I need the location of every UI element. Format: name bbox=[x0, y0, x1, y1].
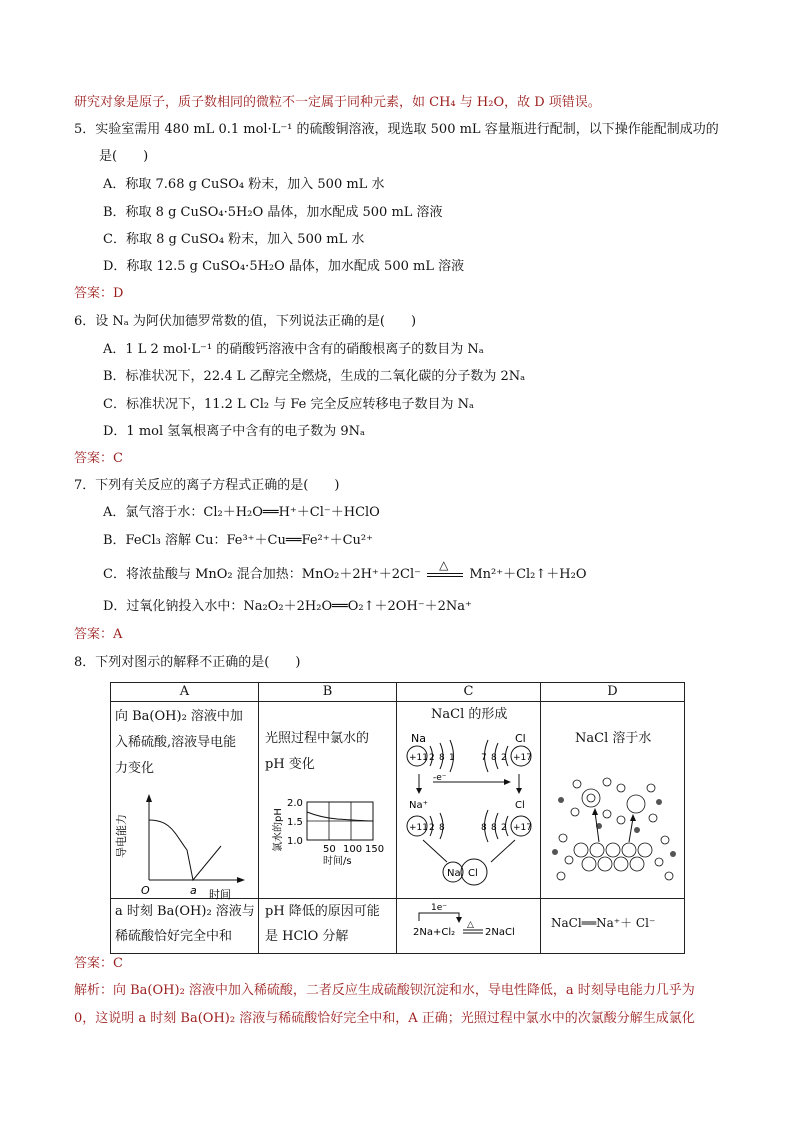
svg-text:1: 1 bbox=[449, 753, 455, 763]
svg-text:8: 8 bbox=[491, 753, 497, 763]
cell-c-title: NaCl 的形成 bbox=[431, 707, 508, 722]
equation-lhs: C．将浓盐酸与 MnO₂ 混合加热：MnO₂＋2H⁺＋2Cl⁻ bbox=[103, 567, 422, 582]
nacl-formation-diagram bbox=[397, 728, 540, 898]
electron-transfer-equation bbox=[397, 899, 540, 953]
point-label: a bbox=[190, 884, 197, 897]
cell-d-title: NaCl 溶于水 bbox=[575, 731, 652, 746]
svg-text:△: △ bbox=[467, 920, 474, 930]
question-6-option-b: B．标准状况下，22.4 L 乙醇完全燃烧，生成的二氧化碳的分子数为 2Nₐ bbox=[103, 369, 526, 384]
x-tick: 150 bbox=[365, 844, 385, 855]
cell-d-footer-text: NaCl══Na⁺＋ Cl⁻ bbox=[551, 916, 656, 930]
cell-a-text: 入稀硫酸,溶液导电能 bbox=[115, 735, 237, 750]
svg-text:2Na+Cl₂: 2Na+Cl₂ bbox=[413, 927, 456, 938]
y-tick: 1.5 bbox=[287, 817, 303, 828]
conductivity-graph bbox=[111, 782, 258, 902]
svg-text:2NaCl: 2NaCl bbox=[485, 927, 515, 938]
svg-text:Na: Na bbox=[447, 868, 461, 879]
cell-a-text: 向 Ba(OH)₂ 溶液中加 bbox=[115, 709, 243, 724]
explanation-line: 解析：向 Ba(OH)₂ 溶液中加入稀硫酸，二者反应生成硫酸钡沉淀和水，导电性降低，a 时刻导电能力几乎为 bbox=[74, 983, 695, 998]
question-7-option-d: D．过氧化钠投入水中：Na₂O₂＋2H₂O══O₂↑＋2OH⁻＋2Na⁺ bbox=[103, 599, 472, 614]
question-6-option-c: C．标准状况下，11.2 L Cl₂ 与 Fe 完全反应转移电子数目为 Nₐ bbox=[103, 397, 475, 412]
svg-text:+11: +11 bbox=[409, 753, 428, 763]
svg-text:8: 8 bbox=[439, 823, 445, 833]
svg-text:+11: +11 bbox=[409, 823, 428, 833]
question-7-option-c bbox=[103, 557, 587, 584]
svg-text:Na⁺: Na⁺ bbox=[409, 800, 428, 811]
question-5-option-b: B．称取 8 g CuSO₄·5H₂O 晶体，加水配成 500 mL 溶液 bbox=[103, 205, 443, 220]
svg-text:8: 8 bbox=[491, 823, 497, 833]
origin-label: O bbox=[141, 884, 150, 897]
svg-text:2: 2 bbox=[501, 823, 507, 833]
question-7-option-a: A．氯气溶于水：Cl₂＋H₂O══H⁺＋Cl⁻＋HClO bbox=[103, 505, 380, 520]
svg-text:2: 2 bbox=[501, 753, 507, 763]
y-tick: 1.0 bbox=[287, 836, 303, 847]
cell-a-footer-text: 稀硫酸恰好完全中和 bbox=[115, 929, 233, 944]
question-7-option-b: B．FeCl₃ 溶解 Cu：Fe³⁺＋Cu══Fe²⁺＋Cu²⁺ bbox=[103, 533, 373, 548]
svg-text:8: 8 bbox=[481, 823, 487, 833]
question-8-table bbox=[110, 682, 685, 954]
x-axis-label: 时间/s bbox=[323, 856, 352, 867]
equation-rhs: Mn²⁺＋Cl₂↑＋H₂O bbox=[469, 567, 587, 582]
x-tick: 100 bbox=[343, 844, 363, 855]
cell-a-footer-text: a 时刻 Ba(OH)₂ 溶液与 bbox=[115, 904, 255, 919]
question-7-stem: 7．下列有关反应的离子方程式正确的是( ) bbox=[74, 478, 340, 493]
question-5-stem: 5．实验室需用 480 mL 0.1 mol·L⁻¹ 的硫酸铜溶液，现选取 500 mL 容量瓶进行配制，以下操作能配制成功的 bbox=[74, 122, 719, 137]
question-6-stem: 6．设 Nₐ 为阿伏加德罗常数的值，下列说法正确的是( ) bbox=[74, 314, 417, 329]
cell-d-footer bbox=[541, 899, 685, 954]
heat-arrow bbox=[425, 557, 465, 582]
question-5-stem-cont: 是( ) bbox=[99, 149, 149, 164]
y-axis-label: 导电能力 bbox=[115, 814, 128, 858]
question-5-option-a: A．称取 7.68 g CuSO₄ 粉末，加入 500 mL 水 bbox=[103, 177, 385, 192]
cell-b bbox=[259, 702, 397, 899]
svg-text:7: 7 bbox=[481, 753, 487, 763]
explanation-line: 0，这说明 a 时刻 Ba(OH)₂ 溶液与稀硫酸恰好完全中和，A 正确；光照过程中氯水中的次氯酸分解生成氯化 bbox=[74, 1011, 695, 1026]
table-header: D bbox=[541, 683, 685, 702]
svg-text:-e⁻: -e⁻ bbox=[433, 773, 447, 783]
nacl-dissolution-diagram bbox=[541, 764, 684, 894]
cell-b-text: 光照过程中氯水的 bbox=[265, 731, 370, 746]
cell-a-text: 力变化 bbox=[115, 761, 155, 776]
cell-b-footer-text: pH 降低的原因可能 bbox=[265, 904, 380, 919]
x-axis-label: 时间 bbox=[209, 888, 231, 901]
heat-symbol: △ bbox=[439, 557, 449, 572]
y-tick: 2.0 bbox=[287, 798, 303, 809]
svg-text:+17: +17 bbox=[513, 823, 532, 833]
cell-a-footer bbox=[111, 899, 259, 954]
cell-c-footer bbox=[397, 899, 541, 954]
x-tick: 50 bbox=[323, 844, 336, 855]
question-8-answer: 答案：C bbox=[74, 956, 123, 971]
text-line: 研究对象是原子，质子数相同的微粒不一定属于同种元素，如 CH₄ 与 H₂O，故 D 项错误。 bbox=[74, 95, 601, 110]
table-header: A bbox=[111, 683, 259, 702]
y-axis-label: 氯水的pH bbox=[273, 808, 284, 852]
svg-text:1e⁻: 1e⁻ bbox=[431, 903, 448, 913]
svg-text:+17: +17 bbox=[513, 753, 532, 763]
question-6-option-a: A．1 L 2 mol·L⁻¹ 的硝酸钙溶液中含有的硝酸根离子的数目为 Nₐ bbox=[103, 342, 484, 357]
svg-text:Cl: Cl bbox=[468, 868, 478, 879]
ph-graph bbox=[259, 790, 396, 900]
svg-text:2: 2 bbox=[429, 753, 435, 763]
cell-d bbox=[541, 702, 685, 899]
svg-text:2: 2 bbox=[429, 823, 435, 833]
question-8-stem: 8．下列对图示的解释不正确的是( ) bbox=[74, 655, 301, 670]
question-5-option-d: D．称取 12.5 g CuSO₄·5H₂O 晶体，加水配成 500 mL 溶液 bbox=[103, 259, 465, 274]
svg-text:Cl: Cl bbox=[515, 732, 526, 745]
svg-text:Na: Na bbox=[411, 732, 426, 745]
question-7-answer: 答案：A bbox=[74, 627, 123, 642]
cell-c bbox=[397, 702, 541, 899]
table-header: B bbox=[259, 683, 397, 702]
cell-b-text: pH 变化 bbox=[265, 757, 315, 772]
question-6-option-d: D．1 mol 氢氧根离子中含有的电子数为 9Nₐ bbox=[103, 424, 366, 439]
cell-a bbox=[111, 702, 259, 899]
question-6-answer: 答案：C bbox=[74, 451, 123, 466]
svg-text:8: 8 bbox=[439, 753, 445, 763]
cell-b-footer bbox=[259, 899, 397, 954]
question-5-answer: 答案：D bbox=[74, 286, 124, 301]
table-header: C bbox=[397, 683, 541, 702]
cell-b-footer-text: 是 HClO 分解 bbox=[265, 929, 349, 944]
svg-text:Cl: Cl bbox=[515, 800, 525, 811]
question-5-option-c: C．称取 8 g CuSO₄ 粉末，加入 500 mL 水 bbox=[103, 232, 365, 247]
